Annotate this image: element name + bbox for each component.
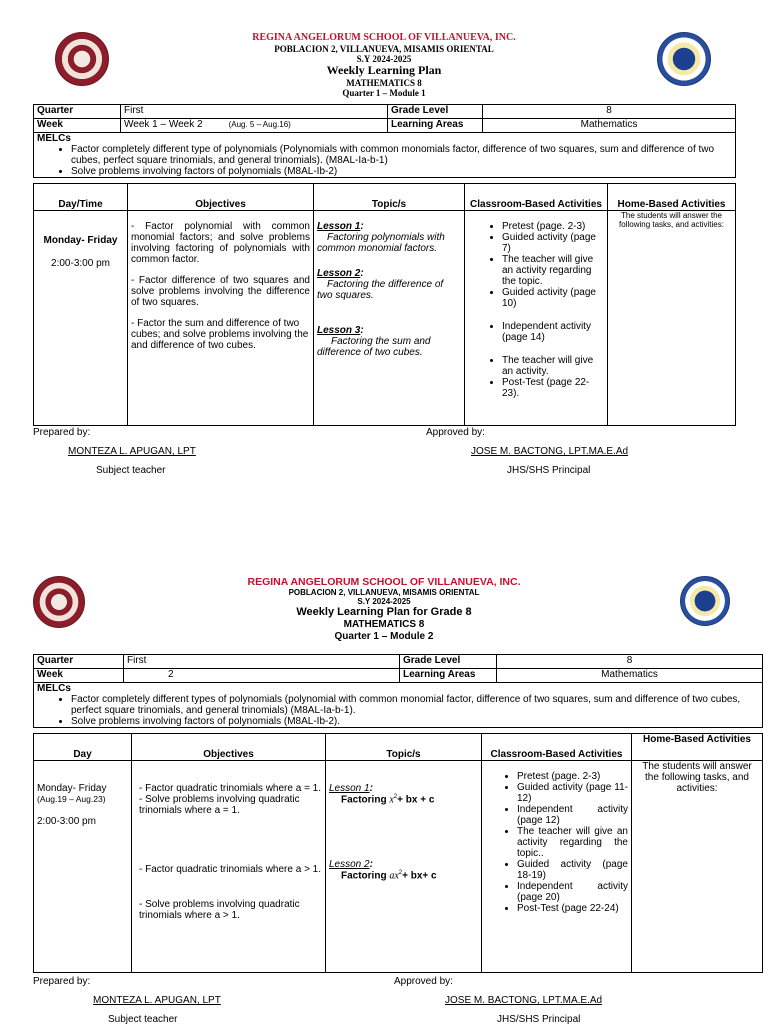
activity-item: • Independent activity (page 14)	[502, 321, 604, 343]
classroom-activities-cell	[482, 761, 632, 973]
objective-item: - Factor the sum and difference of two cubes; and solve problems involving the and difference of two cubes.	[131, 318, 309, 351]
plan-title: Weekly Learning Plan	[326, 63, 442, 78]
day-text: Monday- Friday	[43, 235, 118, 246]
col-topics: Topic/s	[326, 734, 482, 761]
approver-name: JOSE M. BACTONG, LPT.MA.E.Ad	[471, 446, 629, 457]
lesson-title-prefix: Factoring	[341, 794, 390, 806]
areas-label: Learning Areas	[400, 669, 497, 683]
time-text: 2:00-3:00 pm	[37, 816, 96, 827]
activity-item: • Guided activity (page 10)	[502, 287, 604, 309]
col-home-activities: Home-Based Activities	[608, 184, 736, 211]
objective-item: - Solve problems involving quadratic trinomials where a > 1.	[139, 899, 300, 921]
melcs-label: MELCs	[37, 133, 71, 144]
preparer-role: Subject teacher	[96, 465, 166, 476]
plan-schedule-table	[33, 733, 763, 973]
col-objectives: Objectives	[132, 734, 326, 761]
school-name: REGINA ANGELORUM SCHOOL OF VILLANUEVA, INC.	[247, 576, 521, 588]
module-title: Quarter 1 – Module 1	[342, 88, 426, 99]
col-day: Day	[34, 734, 132, 761]
approver-name: JOSE M. BACTONG, LPT.MA.E.Ad	[445, 995, 603, 1006]
lesson-label: Lesson 3	[317, 325, 361, 336]
objective-item: - Factor quadratic trinomials where a > 1.	[139, 864, 322, 875]
melcs-cell	[34, 133, 736, 178]
document-header	[0, 32, 768, 99]
col-day-time: Day/Time	[34, 184, 128, 211]
lesson-label: Lesson 2	[329, 859, 370, 871]
lesson-title: Factoring the difference of two squares.	[317, 279, 444, 301]
col-classroom-activities: Classroom-Based Activities	[465, 184, 608, 211]
activity-item: • The teacher will give an activity regarding the topic.	[502, 254, 604, 287]
week-label: Week	[34, 119, 121, 133]
grade-label: Grade Level	[400, 655, 497, 669]
approver-role: JHS/SHS Principal	[507, 465, 591, 476]
activity-item: • Pretest (page. 2-3)	[517, 771, 628, 782]
topics-cell	[314, 211, 465, 426]
quarter-label: Quarter	[34, 655, 124, 669]
activity-item: • Pretest (page. 2-3)	[502, 221, 604, 232]
activity-item: • Guided activity (page 11-12)	[517, 782, 628, 804]
objectives-cell	[128, 211, 314, 426]
school-name: REGINA ANGELORUM SCHOOL OF VILLANUEVA, INC.	[252, 32, 516, 43]
preparer-name: MONTEZA L. APUGAN, LPT	[68, 446, 196, 457]
lesson-2: Lesson 2: Factoring $ax^2+ bx+ c$	[329, 859, 478, 881]
col-classroom-activities: Classroom-Based Activities	[482, 734, 632, 761]
melcs-list	[37, 144, 732, 177]
melc-item: • Solve problems involving factors of polynomials (M8AL-Ib-2)	[71, 166, 732, 177]
quarter-value: First	[121, 105, 388, 119]
grade-value: 8	[497, 655, 763, 669]
objective-item: - Solve problems involving quadratic trinomials where a = 1.	[139, 794, 300, 816]
melc-item: • Solve problems involving factors of polynomials (M8AL-Ib-2).	[71, 716, 759, 727]
week-cell	[121, 119, 388, 133]
lesson-title: Factoring polynomials with common monomial factors.	[317, 232, 445, 254]
preparer-role: Subject teacher	[108, 1014, 178, 1025]
lesson-3: Lesson 3: Factoring the sum and difference of two cubes.	[317, 325, 461, 358]
approved-by-label: Approved by:	[426, 427, 485, 438]
school-address: POBLACION 2, VILLANUEVA, MISAMIS ORIENTAL	[274, 43, 494, 54]
melcs-list	[37, 694, 759, 727]
lesson-label: Lesson 2	[317, 268, 361, 279]
lesson-title-term: x	[389, 794, 394, 806]
lesson-title-term: ax	[389, 870, 399, 882]
school-year: S.Y 2024-2025	[356, 53, 412, 64]
activity-item: • The teacher will give an activity regarding the topic..	[517, 826, 628, 859]
day-time-cell	[34, 211, 128, 426]
school-address: POBLACION 2, VILLANUEVA, MISAMIS ORIENTAL	[288, 588, 480, 598]
activity-item: • Post-Test (page 22-24)	[517, 903, 628, 914]
activity-list	[468, 221, 604, 399]
activity-item: • Independent activity (page 12)	[517, 804, 628, 826]
prepared-by-label: Prepared by:	[33, 976, 91, 987]
lesson-label: Lesson 1	[329, 783, 370, 794]
approved-by-label: Approved by:	[394, 976, 453, 987]
objective-item: - Factor difference of two squares and solve problems involving the difference of two squares.	[131, 275, 310, 308]
lesson-1: Lesson 1: Factoring polynomials with common monomial factors.	[317, 221, 461, 254]
subject-title: MATHEMATICS 8	[343, 619, 425, 631]
lesson-title: Factoring $x^2+$ bx + c	[341, 794, 435, 806]
lesson-title-suffix: + bx+ c	[402, 870, 437, 882]
activity-item: • Guided activity (page 18-19)	[517, 859, 628, 881]
document-header	[0, 576, 768, 642]
week-value: 2	[124, 669, 400, 683]
topics-cell	[326, 761, 482, 973]
objective-item: - Factor polynomial with common monomial factors; and solve problems involving factoring of polynomials with common factor.	[131, 221, 310, 265]
melc-item: • Factor completely different types of polynomials (polynomial with common monomial factor, difference of two squares, sum and difference of two cubes, perfect square trinomials, and general trinomials) (M8AL-Ia-b-1).	[71, 694, 759, 716]
module-title: Quarter 1 – Module 2	[334, 630, 434, 642]
col-objectives: Objectives	[128, 184, 314, 211]
week-value: Week 1 – Week 2	[124, 119, 203, 130]
prepared-by-label: Prepared by:	[33, 427, 91, 438]
lesson-1: Lesson 1: Factoring $x^2+$ bx + c	[329, 783, 478, 805]
quarter-value: First	[124, 655, 400, 669]
melc-item: • Factor completely different type of polynomials (Polynomials with common monomials factor, difference of two squares, sum and difference of two cubes, perfect square trinomials, and general trinomials). (M8AL-Ia-b-1)	[71, 144, 732, 166]
activity-item: • Guided activity (page 7)	[502, 232, 604, 254]
melcs-label: MELCs	[37, 683, 71, 694]
classroom-activities-cell	[465, 211, 608, 426]
areas-value: Mathematics	[497, 669, 763, 683]
activity-item: • The teacher will give an activity.	[502, 355, 604, 377]
grade-value: 8	[483, 105, 736, 119]
day-text: Monday- Friday	[37, 783, 107, 794]
objectives-cell	[132, 761, 326, 973]
home-activities-cell: The students will answer the following tasks, and activities:	[632, 761, 763, 973]
lesson-title: Factoring $ax^2+ bx+ c$	[341, 870, 437, 882]
week-label: Week	[34, 669, 124, 683]
plan-title: Weekly Learning Plan for Grade 8	[296, 606, 472, 619]
col-home-activities: Home-Based Activities	[632, 734, 763, 761]
lesson-label: Lesson 1	[317, 221, 361, 232]
time-text: 2:00-3:00 pm	[51, 258, 110, 269]
activity-item: • Post-Test (page 22-23).	[502, 377, 604, 399]
quarter-label: Quarter	[34, 105, 121, 119]
col-topics: Topic/s	[314, 184, 465, 211]
melcs-cell	[34, 683, 763, 728]
day-cell	[34, 761, 132, 973]
grade-label: Grade Level	[388, 105, 483, 119]
dates-text: (Aug.19 – Aug.23)	[37, 794, 106, 804]
preparer-name: MONTEZA L. APUGAN, LPT	[93, 995, 221, 1006]
home-activities-cell: The students will answer the following tasks, and activities:	[608, 211, 736, 426]
subject-title: MATHEMATICS 8	[346, 77, 422, 88]
areas-label: Learning Areas	[388, 119, 483, 133]
plan-info-table	[33, 104, 736, 178]
areas-value: Mathematics	[483, 119, 736, 133]
lesson-title: Factoring the sum and difference of two cubes.	[317, 336, 431, 358]
week-dates: (Aug. 5 – Aug.16)	[228, 120, 291, 129]
plan-info-table	[33, 654, 763, 728]
objective-item: - Factor quadratic trinomials where a = 1.	[139, 783, 322, 794]
activity-item: • Independent activity (page 20)	[517, 881, 628, 903]
lesson-title-prefix: Factoring	[341, 870, 390, 882]
approver-role: JHS/SHS Principal	[497, 1014, 581, 1025]
lesson-2: Lesson 2: Factoring the difference of two squares.	[317, 268, 461, 301]
lesson-title-suffix: + bx + c	[397, 794, 435, 806]
plan-schedule-table	[33, 183, 736, 426]
activity-list	[485, 771, 628, 914]
school-year: S.Y 2024-2025	[357, 597, 411, 607]
